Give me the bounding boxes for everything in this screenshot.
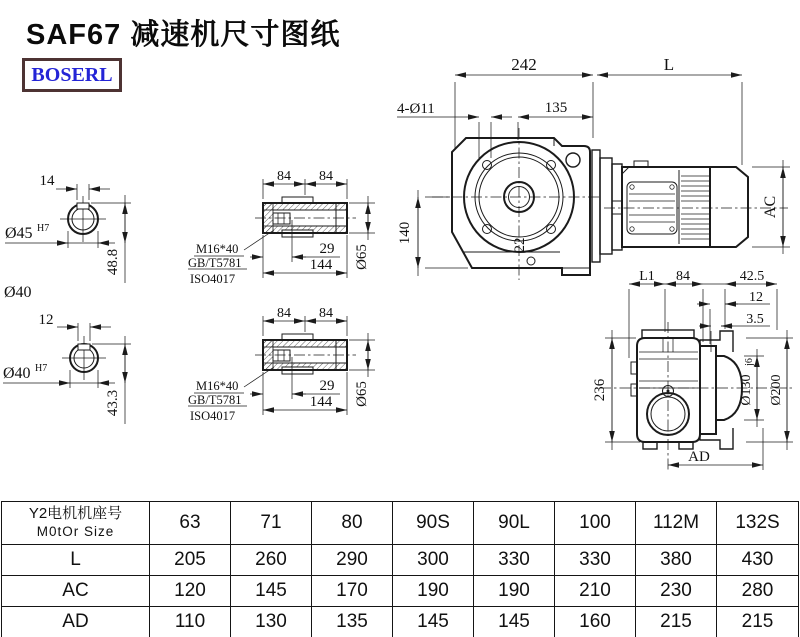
dim-hollow-length: 144 — [309, 394, 333, 410]
note-thread: M16*40 — [196, 242, 239, 256]
motor-size-cell: 90S — [393, 502, 474, 545]
dim-shaft-height-40: 43.3 — [105, 389, 121, 417]
dim-ad: AD — [688, 449, 710, 465]
dim-gearbox-width: 242 — [511, 55, 537, 74]
value-cell: 120 — [150, 576, 231, 607]
dim-3-5: 3.5 — [746, 312, 764, 327]
dim-spigot-dia: Ø130 — [739, 374, 754, 406]
value-cell: 130 — [231, 607, 312, 637]
value-cell: 290 — [312, 545, 393, 576]
row-label: L — [2, 545, 150, 576]
brand-logo: BOSERL — [22, 58, 122, 92]
note-std1: GB/T5781 — [188, 256, 242, 270]
bore-diameter-label: Ø40 — [4, 284, 32, 301]
dim-shaft-height-45: 48.8 — [105, 248, 121, 276]
value-cell: 215 — [636, 607, 717, 637]
value-cell: 330 — [555, 545, 636, 576]
dim-hollow-seg2: 84 — [319, 306, 333, 321]
dim-hollow-depth: 29 — [319, 378, 335, 394]
dim-hollow-depth: 29 — [319, 241, 335, 257]
dim-l1: L1 — [639, 269, 655, 284]
motor-size-cell: 100 — [555, 502, 636, 545]
dim-key-width-45: 14 — [39, 173, 55, 189]
note-std2: ISO4017 — [190, 272, 236, 286]
dim-motor-dia: AC — [762, 195, 779, 219]
dim-motor-length: L — [663, 55, 675, 74]
value-cell: 260 — [231, 545, 312, 576]
motor-size-cell: 80 — [312, 502, 393, 545]
motor-size-cell: 63 — [150, 502, 231, 545]
value-cell: 230 — [636, 576, 717, 607]
motor-size-cell: 112M — [636, 502, 717, 545]
dim-side-height: 236 — [592, 378, 608, 402]
label-dia-40-tol: H7 — [35, 363, 48, 374]
value-cell: 110 — [150, 607, 231, 637]
dim-hollow-seg1: 84 — [277, 306, 291, 321]
value-cell: 145 — [231, 576, 312, 607]
motor-size-cell: 132S — [717, 502, 799, 545]
page-title: SAF67 减速机尺寸图纸 — [26, 19, 341, 51]
header-en: M0tOr Size — [36, 523, 115, 539]
dim-12: 12 — [749, 290, 763, 305]
dim-flange-dia: Ø200 — [769, 374, 784, 406]
view-main-front — [397, 55, 790, 280]
value-cell: 380 — [636, 545, 717, 576]
motor-size-cell: 90L — [474, 502, 555, 545]
value-cell: 190 — [393, 576, 474, 607]
value-cell: 145 — [474, 607, 555, 637]
view-output-shaft-section-top — [5, 173, 131, 283]
row-label: AD — [2, 607, 150, 637]
value-cell: 430 — [717, 545, 799, 576]
note-std1: GB/T5781 — [188, 393, 242, 407]
value-cell: 205 — [150, 545, 231, 576]
dim-spigot-tol: j6 — [744, 358, 755, 366]
dim-center-to-face: 135 — [544, 100, 568, 116]
dim-hollow-length: 144 — [309, 257, 333, 273]
dim-side-84: 84 — [676, 269, 690, 284]
row-label: AC — [2, 576, 150, 607]
motor-size-table — [1, 501, 799, 637]
header-cn: Y2电机机座号 — [28, 505, 123, 523]
table-corner-cell — [2, 502, 150, 545]
value-cell: 215 — [717, 607, 799, 637]
view-output-shaft-section-bottom — [3, 312, 131, 424]
view-hollow-shaft-bottom — [188, 306, 375, 423]
value-cell: 330 — [474, 545, 555, 576]
value-cell: 170 — [312, 576, 393, 607]
dim-foot: 22 — [512, 237, 528, 253]
dim-42-5: 42.5 — [739, 269, 765, 284]
label-dia-45-tol: H7 — [37, 223, 50, 234]
table-row-L — [2, 545, 799, 576]
note-std2: ISO4017 — [190, 409, 236, 423]
table-row-AC — [2, 576, 799, 607]
value-cell: 280 — [717, 576, 799, 607]
label-dia-40: Ø40 — [3, 365, 31, 382]
value-cell: 160 — [555, 607, 636, 637]
dim-hollow-seg1: 84 — [277, 169, 291, 184]
value-cell: 190 — [474, 576, 555, 607]
value-cell: 145 — [393, 607, 474, 637]
dim-center-height: 140 — [397, 221, 413, 245]
label-dia-45: Ø45 — [5, 225, 33, 242]
value-cell: 300 — [393, 545, 474, 576]
note-thread: M16*40 — [196, 379, 239, 393]
dim-hollow-seg2: 84 — [319, 169, 333, 184]
dim-key-width-40: 12 — [38, 312, 54, 328]
label-mounting-holes: 4-Ø11 — [397, 101, 435, 117]
view-side — [592, 269, 793, 470]
dim-hollow-dia: Ø65 — [354, 381, 370, 407]
motor-size-cell: 71 — [231, 502, 312, 545]
value-cell: 210 — [555, 576, 636, 607]
dim-hollow-dia: Ø65 — [354, 244, 370, 270]
table-row-header — [2, 502, 799, 545]
value-cell: 135 — [312, 607, 393, 637]
table-row-AD — [2, 607, 799, 637]
view-hollow-shaft-top — [188, 169, 375, 286]
